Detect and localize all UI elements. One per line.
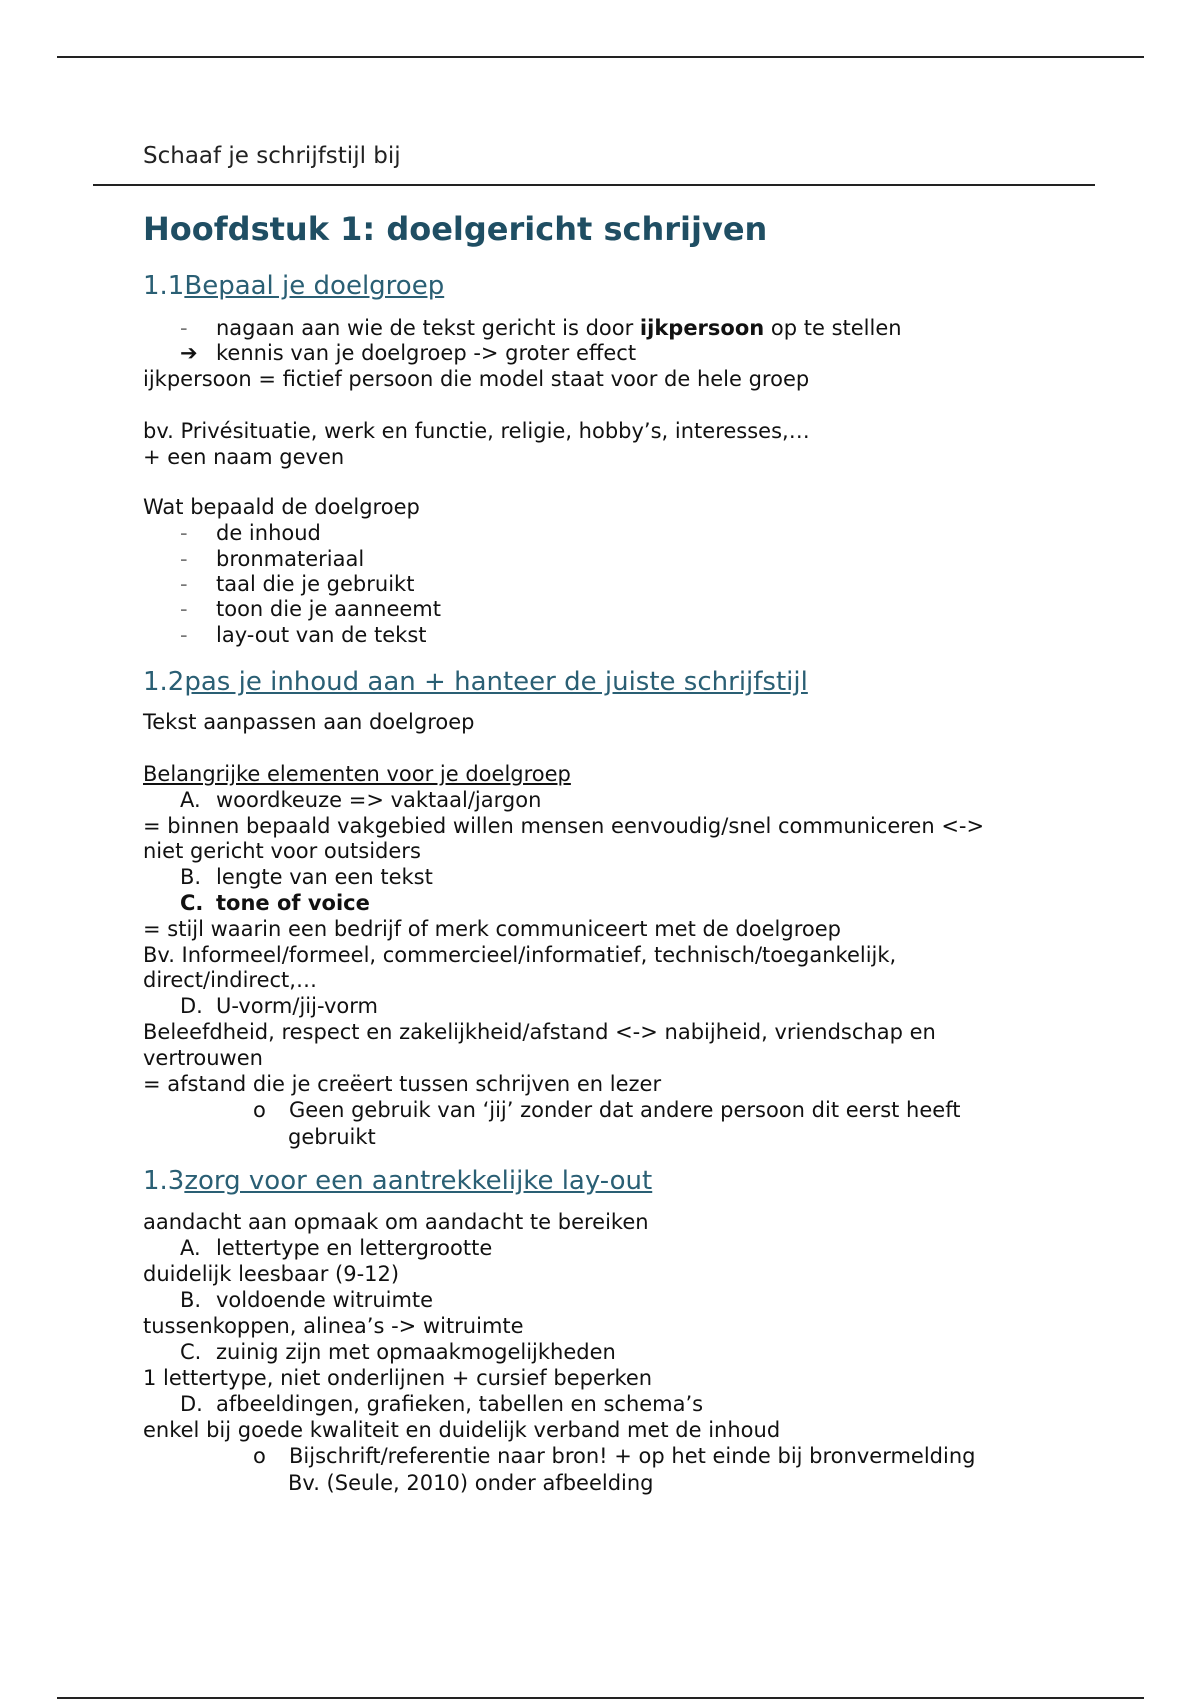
text-line: + een naam geven: [143, 445, 345, 469]
text-line: = binnen bepaald vakgebied willen mensen eenvoudig/snel communiceren <->: [143, 814, 985, 838]
example-line: bv. Privésituatie, werk en functie, religie, hobby’s, interesses,…: [143, 419, 810, 443]
list-item: C. tone of voice: [180, 891, 370, 915]
section-title: Bepaal je doelgroep: [184, 271, 445, 301]
text-line: aandacht aan opmaak om aandacht te bereiken: [143, 1210, 649, 1234]
list-item: o Bijschrift/referentie naar bron! + op het einde bij bronvermelding: [253, 1444, 976, 1468]
list-label: A.: [180, 1236, 201, 1260]
text-line: Tekst aanpassen aan doelgroep: [143, 710, 475, 734]
text-line: = stijl waarin een bedrijf of merk communiceert met de doelgroep: [143, 917, 841, 941]
list-item: - toon die je aanneemt: [180, 597, 441, 621]
bottom-rule: [57, 1697, 1144, 1699]
list-label: D.: [180, 1392, 203, 1416]
dash-icon: -: [180, 623, 188, 647]
list-item: - taal die je gebruikt: [180, 572, 415, 596]
section-number: 1.1: [143, 271, 185, 301]
list-item: - de inhoud: [180, 521, 321, 545]
list-label: C.: [180, 1340, 202, 1364]
dash-icon: -: [180, 521, 188, 545]
list-item: D. afbeeldingen, grafieken, tabellen en schema’s: [180, 1392, 704, 1416]
list-item: ➔ kennis van je doelgroep -> groter effect: [180, 341, 637, 365]
section-heading-1-1: [143, 270, 444, 302]
text-line: 1 lettertype, niet onderlijnen + cursief beperken: [143, 1366, 653, 1390]
list-item: B. voldoende witruimte: [180, 1288, 434, 1312]
text-line: enkel bij goede kwaliteit en duidelijk verband met de inhoud: [143, 1418, 781, 1442]
text-line: niet gericht voor outsiders: [143, 839, 421, 863]
section-heading-1-2: [143, 666, 808, 698]
list-item: o Geen gebruik van ‘jij’ zonder dat andere persoon dit eerst heeft: [253, 1098, 961, 1122]
dash-icon: -: [180, 597, 188, 621]
section-title: pas je inhoud aan + hanteer de juiste schrijfstijl: [184, 667, 808, 697]
list-item: B. lengte van een tekst: [180, 865, 433, 889]
section-number: 1.2: [143, 667, 185, 697]
header-rule: [93, 184, 1095, 186]
section-number: 1.3: [143, 1166, 185, 1196]
circle-bullet-icon: o: [253, 1444, 266, 1468]
list-heading: Wat bepaald de doelgroep: [143, 495, 420, 519]
dash-icon: -: [180, 316, 188, 340]
list-label: B.: [180, 1288, 202, 1312]
top-rule: [57, 56, 1144, 58]
list-label: B.: [180, 865, 202, 889]
list-item: - lay-out van de tekst: [180, 623, 427, 647]
text-line: vertrouwen: [143, 1046, 263, 1070]
list-label: D.: [180, 994, 203, 1018]
running-header: Schaaf je schrijfstijl bij: [143, 143, 401, 169]
text-line: direct/indirect,…: [143, 968, 317, 992]
list-label: C.: [180, 891, 204, 915]
subheading: Belangrijke elementen voor je doelgroep: [143, 762, 571, 786]
definition-line: ijkpersoon = fictief persoon die model staat voor de hele groep: [143, 367, 810, 391]
text-line: = afstand die je creëert tussen schrijven en lezer: [143, 1072, 662, 1096]
list-label: A.: [180, 788, 201, 812]
dash-icon: -: [180, 572, 188, 596]
text-line: duidelijk leesbaar (9-12): [143, 1262, 400, 1286]
list-item: - nagaan aan wie de tekst gericht is door ijkpersoon op te stellen: [180, 316, 902, 340]
arrow-right-icon: ➔: [180, 341, 198, 365]
text-line: gebruikt: [288, 1125, 376, 1149]
chapter-title: Hoofdstuk 1: doelgericht schrijven: [143, 210, 768, 248]
list-item: A. lettertype en lettergrootte: [180, 1236, 493, 1260]
list-item: A. woordkeuze => vaktaal/jargon: [180, 788, 542, 812]
list-item: C. zuinig zijn met opmaakmogelijkheden: [180, 1340, 616, 1364]
dash-icon: -: [180, 547, 188, 571]
circle-bullet-icon: o: [253, 1098, 266, 1122]
list-item: D. U-vorm/jij-vorm: [180, 994, 378, 1018]
section-title: zorg voor een aantrekkelijke lay-out: [184, 1166, 653, 1196]
text-line: Bv. Informeel/formeel, commercieel/informatief, technisch/toegankelijk,: [143, 943, 897, 967]
section-heading-1-3: [143, 1165, 652, 1197]
text-line: Beleefdheid, respect en zakelijkheid/afstand <-> nabijheid, vriendschap en: [143, 1020, 936, 1044]
text-line: tussenkoppen, alinea’s -> witruimte: [143, 1314, 524, 1338]
list-item: - bronmateriaal: [180, 547, 365, 571]
text-line: Bv. (Seule, 2010) onder afbeelding: [288, 1471, 654, 1495]
